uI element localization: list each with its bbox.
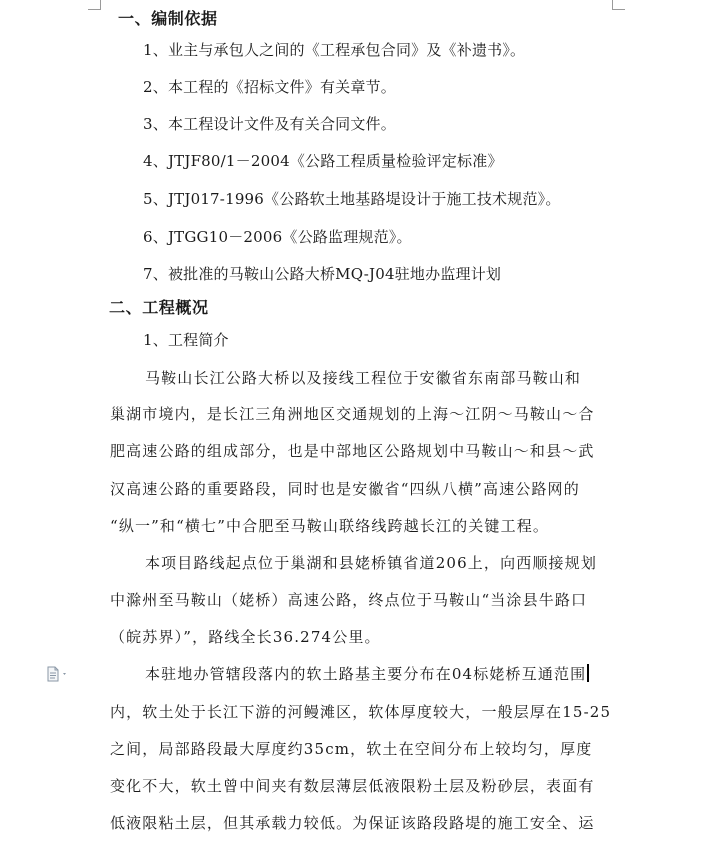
paragraph2-line-3: （皖苏界）”，路线全长36.274公里。 <box>110 628 381 646</box>
paragraph3-line-5: 低液限粘土层，但其承载力较低。为保证该路段路堤的施工安全、运 <box>110 814 595 832</box>
section2-subheading: 1、工程简介 <box>143 331 229 349</box>
paragraph3-line-1 <box>145 664 589 684</box>
paragraph1-line-2: 巢湖市境内，是长江三角洲地区交通规划的上海～江阴～马鞍山～合 <box>110 405 595 423</box>
paragraph3-line-2: 内，软土处于长江下游的河鳗滩区，软体厚度较大，一般层厚在15-25 <box>110 703 612 721</box>
paragraph3-line-1-text: 本驻地办管辖段落内的软土路基主要分布在04标姥桥互通范围 <box>145 665 587 683</box>
section1-item-5: 5、JTJ017-1996《公路软土地基路堤设计于施工技术规范》。 <box>143 190 561 208</box>
paragraph1-line-4: 汉高速公路的重要路段，同时也是安徽省“四纵八横”高速公路网的 <box>110 480 580 498</box>
crop-mark-top-left-horizontal <box>88 9 101 10</box>
paragraph1-line-5: “纵一”和“横七”中合肥至马鞍山联络线跨越长江的关键工程。 <box>110 517 550 535</box>
crop-mark-top-right-horizontal <box>612 9 625 10</box>
paragraph1-line-3: 肥高速公路的组成部分，也是中部地区公路规划中马鞍山～和县～武 <box>110 442 595 460</box>
section1-item-1: 1、业主与承包人之间的《工程承包合同》及《补遗书》。 <box>143 41 526 59</box>
section1-item-4: 4、JTJF80/1－2004《公路工程质量检验评定标准》 <box>143 152 503 170</box>
paragraph3-line-3: 之间，局部路段最大厚度约35cm，软土在空间分布上较均匀，厚度 <box>110 740 593 758</box>
section1-item-7: 7、被批准的马鞍山公路大桥MQ-J04驻地办监理计划 <box>143 265 502 283</box>
paragraph2-line-2: 中滁州至马鞍山（姥桥）高速公路，终点位于马鞍山“当涂县牛路口 <box>110 591 588 609</box>
section1-item-2: 2、本工程的《招标文件》有关章节。 <box>143 78 396 96</box>
section2-heading: 二、工程概况 <box>109 298 209 317</box>
section1-item-3: 3、本工程设计文件及有关合同文件。 <box>143 115 396 133</box>
paragraph2-line-1: 本项目路线起点位于巢湖和县姥桥镇省道206上，向西顺接规划 <box>145 554 597 572</box>
text-cursor <box>587 664 589 682</box>
section1-heading: 一、编制依据 <box>118 9 218 28</box>
paragraph3-line-4: 变化不大，软土曾中间夹有数层薄层低液限粉土层及粉砂层，表面有 <box>110 777 595 795</box>
document-icon[interactable] <box>46 666 70 682</box>
section1-item-6: 6、JTGG10－2006《公路监理规范》。 <box>143 228 412 246</box>
paragraph1-line-1: 马鞍山长江公路大桥以及接线工程位于安徽省东南部马鞍山和 <box>145 369 582 387</box>
